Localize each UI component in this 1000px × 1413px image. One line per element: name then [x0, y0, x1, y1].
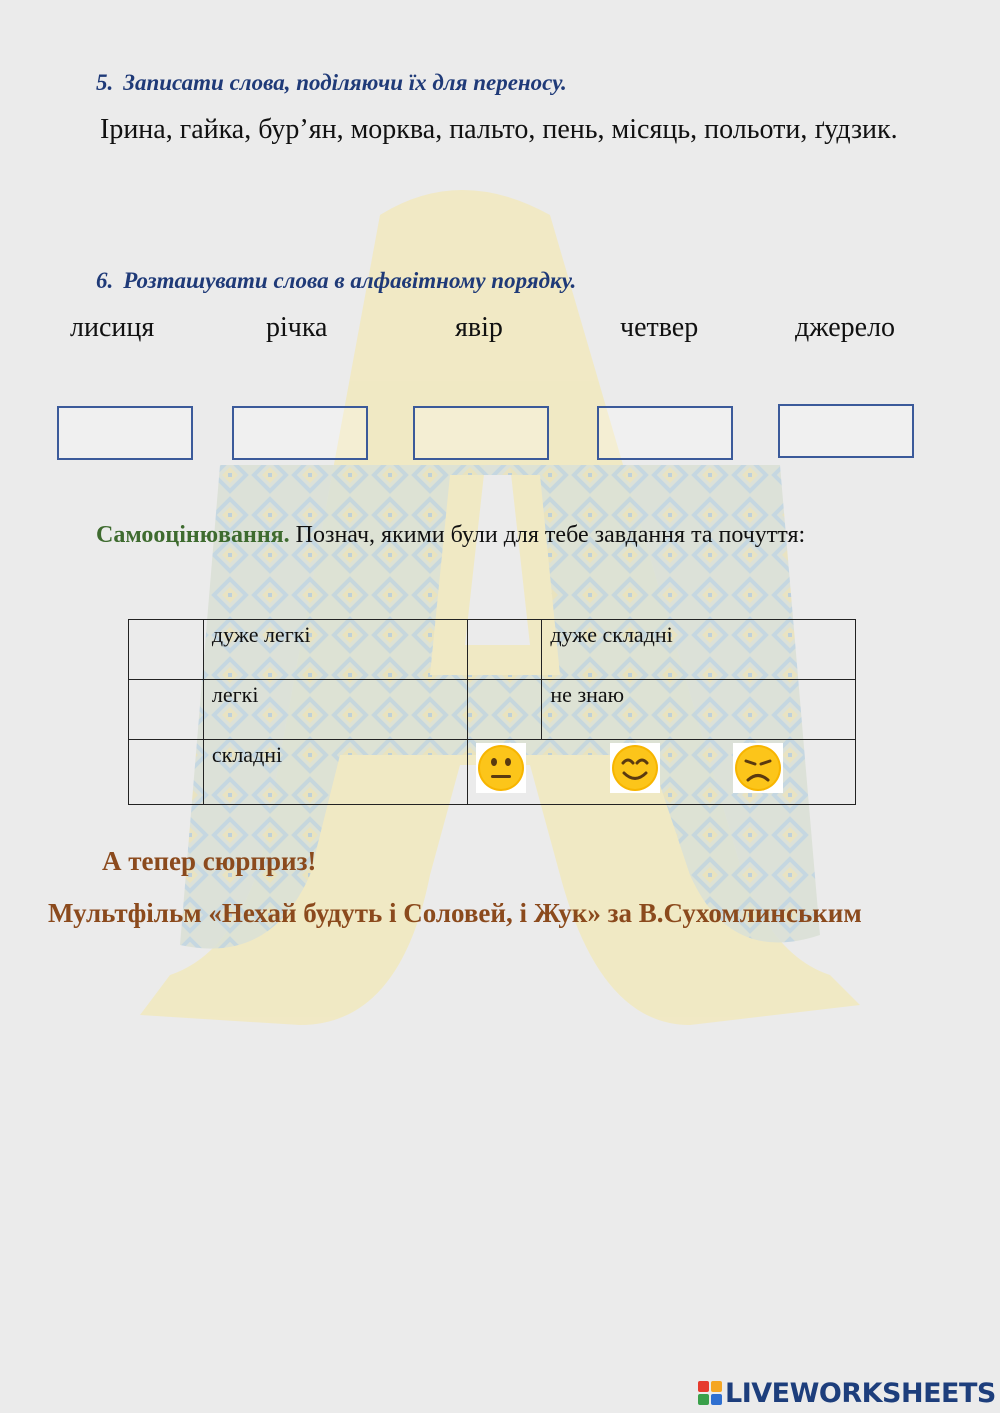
- answer-box-2[interactable]: [232, 406, 368, 460]
- task-5-words: Ірина, гайка, бур’ян, морква, пальто, пень, місяць, польоти, ґудзик.: [100, 114, 898, 145]
- option-dont-know: не знаю: [542, 680, 856, 740]
- task-6-title-text: Розташувати слова в алфавітному порядку.: [123, 268, 577, 293]
- liveworksheets-logo-icon: [697, 1380, 723, 1406]
- self-eval-instruction: [96, 522, 805, 549]
- feelings-cell: [467, 740, 855, 805]
- neutral-face-icon[interactable]: [476, 743, 526, 793]
- cartoon-link[interactable]: Мультфільм «Нехай будуть і Соловей, і Жук» за В.Сухомлинським: [48, 898, 862, 928]
- self-eval-prompt: Познач, якими були для тебе завдання та почуття:: [295, 522, 806, 548]
- checkbox-cell-very-hard[interactable]: [467, 620, 542, 680]
- checkbox-cell-very-easy[interactable]: [129, 620, 204, 680]
- answer-box-5[interactable]: [778, 404, 914, 458]
- checkbox-cell-dont-know[interactable]: [467, 680, 542, 740]
- option-hard: складні: [203, 740, 467, 805]
- task-6-title: [96, 268, 576, 294]
- surprise-heading: А тепер сюрприз!: [102, 846, 317, 876]
- answer-box-4[interactable]: [597, 406, 733, 460]
- word-3: явір: [455, 312, 503, 343]
- answer-box-1[interactable]: [57, 406, 193, 460]
- self-eval-table: [128, 619, 856, 805]
- self-eval-label: Самооцінювання.: [96, 522, 290, 548]
- word-2: річка: [266, 312, 328, 343]
- task-6-number: 6.: [96, 268, 114, 293]
- table-row: [129, 740, 856, 805]
- answer-box-3[interactable]: [413, 406, 549, 460]
- table-row: [129, 620, 856, 680]
- checkbox-cell-hard[interactable]: [129, 740, 204, 805]
- word-1: лисиця: [70, 312, 155, 343]
- smiling-face-icon[interactable]: [610, 743, 660, 793]
- logo-text: LIVEWORKSHEETS: [725, 1377, 996, 1409]
- checkbox-cell-easy[interactable]: [129, 680, 204, 740]
- sad-face-icon[interactable]: [733, 743, 783, 793]
- word-4: четвер: [620, 312, 699, 343]
- task-5-title: [96, 70, 567, 96]
- option-very-hard: дуже складні: [542, 620, 856, 680]
- task-5-title-text: Записати слова, поділяючи їх для переносу.: [123, 70, 567, 95]
- option-very-easy: дуже легкі: [203, 620, 467, 680]
- option-easy: легкі: [203, 680, 467, 740]
- task-5-number: 5.: [96, 70, 114, 95]
- liveworksheets-logo: [697, 1376, 996, 1410]
- table-row: [129, 680, 856, 740]
- word-5: джерело: [795, 312, 896, 343]
